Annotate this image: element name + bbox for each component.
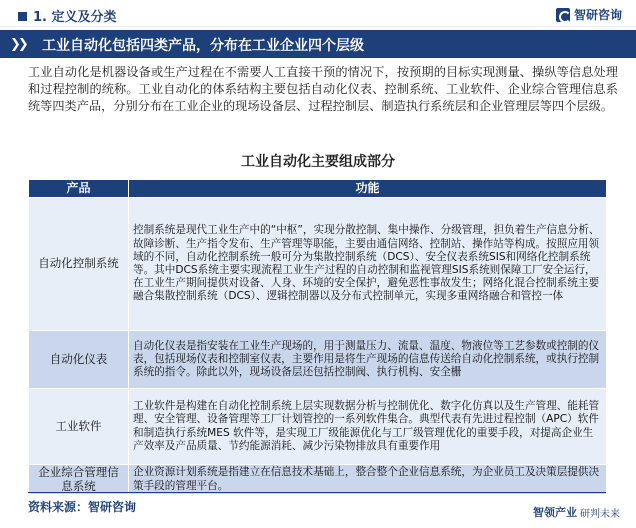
product-cell: 企业综合管理信息系统 <box>29 465 129 495</box>
function-cell: 工业软件是构建在自动化控制系统上层实现数据分析与控制优化、数字化仿真以及生产管理、能耗管理、安全管理、设备管理等工厂计划管控的一系列软件集合。典型代表有先进过程控制（APC）软件和制造执行系统MES 软件等，是实现工厂级能源优化与工厂级管理优化的重要手段，对提高企业生产效率及产品质量、节约能源消耗、减少污染物排放具有重要作用 <box>129 389 607 465</box>
source-note: 资料来源：智研咨询 <box>28 500 137 514</box>
table-title: 工业自动化主要组成部分 <box>241 154 395 170</box>
footer-brand-main: 智领产业 <box>533 506 577 519</box>
function-cell: 自动化仪表是指安装在工业生产现场的，用于测量压力、流量、温度、物液位等工艺参数或控制的仪表，包括现场仪表和控制室仪表，主要作用是将生产现场的信息传送给自动化控制系统，或执行控制系统的指令。除此以外，现场设备层还包括控制阀、执行机构、安全栅 <box>129 331 607 389</box>
footer-brand-sub: 研判未来 <box>580 508 620 520</box>
column-header-product: 产品 <box>29 180 129 198</box>
function-cell: 企业资源计划系统是指建立在信息技术基础上，整合整个企业信息系统，为企业员工及决策层提供决策手段的管理平台。 <box>129 465 607 495</box>
top-header <box>0 0 636 27</box>
table-row <box>29 331 607 389</box>
footer <box>0 490 636 528</box>
product-cell: 工业软件 <box>29 389 129 465</box>
page-title: 工业自动化包括四类产品，分布在工业企业四个层级 <box>42 38 364 54</box>
brand-logo <box>556 6 622 23</box>
double-chevron-icon: ❯❯ <box>10 37 26 52</box>
intro-paragraph: 工业自动化是机器设备或生产过程在不需要人工直接干预的情况下，按预期的目标实现测量、操纵等信息处理和过程控制的统称。工业自动化的体系结构主要包括自动化仪表、控制系统、工业软件、企业综合管理信息系统等四类产品，分别分布在工业企业的现场设备层、过程控制层、制造执行系统层和企业管理层等四个层级。 <box>28 65 618 113</box>
brand-icon <box>556 8 570 22</box>
section-marker-icon <box>18 12 27 21</box>
brand-name: 智研咨询 <box>573 8 622 22</box>
footer-divider <box>28 492 606 493</box>
title-bar <box>0 30 636 58</box>
table-header-row <box>29 180 607 198</box>
footer-brand <box>533 504 620 520</box>
section-label <box>18 6 117 25</box>
table-row <box>29 198 607 331</box>
product-cell: 自动化仪表 <box>29 331 129 389</box>
components-table <box>28 179 607 495</box>
function-cell: 控制系统是现代工业生产中的“中枢”，实现分散控制、集中操作、分级管理，担负着生产信息分析、故障诊断、生产指令发布、生产管理等职能，主要由通信网络、控制站、操作站等构成。按照应用领域的不同，自动化控制系统一般可分为集散控制系统（DCS）、安全仪表系统SIS和网络化控制系统等。其中DCS系统主要实现流程工业生产过程的自动控制和监视管理SIS系统则保障工厂安全运行，在工业生产期间提供对设备、人身、环境的安全保护，避免恶性事故发生；网络化混合控制系统主要融合集散控制系统（DCS）、逻辑控制器以及分布式控制单元，实现多重网络融合和管控一体 <box>129 198 607 331</box>
product-cell: 自动化控制系统 <box>29 198 129 331</box>
table-row <box>29 389 607 465</box>
column-header-function: 功能 <box>129 180 607 198</box>
section-label-text: 1. 定义及分类 <box>33 10 117 25</box>
